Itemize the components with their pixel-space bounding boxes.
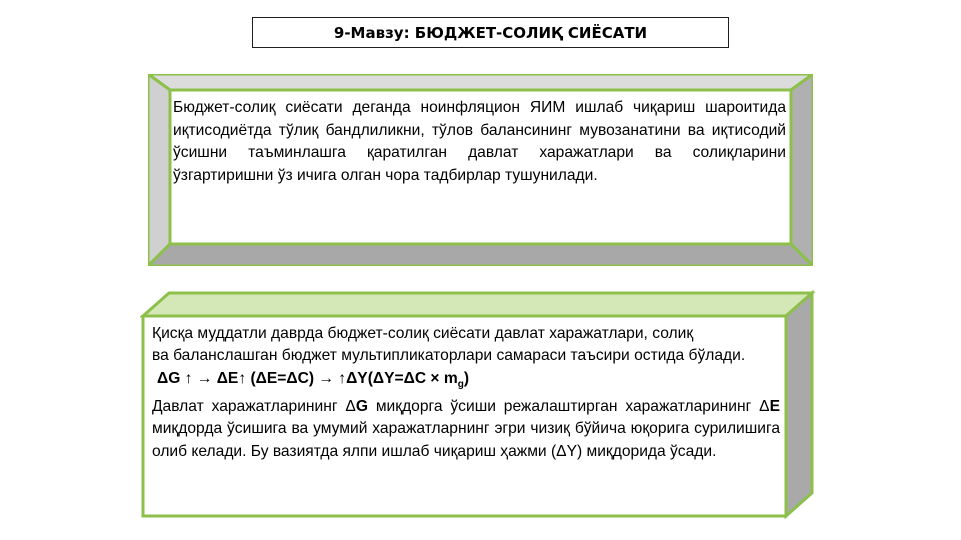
paragraph-line: ва баланслашган бюджет мультипликаторлари самараси таъсири остида бўлади.	[152, 347, 746, 365]
slide-title: 9-Мавзу: БЮДЖЕТ-СОЛИҚ СИЁСАТИ	[252, 17, 729, 48]
symbol-g: G	[355, 398, 368, 415]
text-run: миқдорда ўсишига ва умумий харажатларнинг эгри чизиқ бўйича юқорига сурилишига олиб келади. Бу вазиятда ялпи ишлаб чиқариш ҳажми (ΔY) миқдорида ўсади.	[152, 420, 780, 460]
definition-text: Бюджет-солиқ сиёсати деганда ноинфляцион ЯИМ ишлаб чиқариш шароитида иқтисодиётда тўлиқ бандлиликни, тўлов балансининг мувозанатини ва иқтисодий ўсишни таъминлашга қаратилган давлат харажатлари ва солиқларини ўзгартиришни ўз ичига олган чора тадбирлар тушунилади.	[173, 99, 786, 185]
formula-subscript: g	[457, 378, 464, 390]
formula	[152, 368, 780, 396]
formula-text: ΔG ↑ → ΔE↑ (ΔE=ΔC) → ↑ΔY(ΔY=ΔC × m	[157, 369, 458, 387]
text-run: миқдорга ўсиши режалаштирган харажатларининг Δ	[367, 398, 770, 415]
explanation-paragraph	[152, 396, 780, 463]
symbol-e: E	[769, 398, 780, 415]
text-run: Давлат харажатларининг Δ	[152, 398, 356, 415]
paragraph-line: Қисқа муддатли даврда бюджет-солиқ сиёсати давлат харажатлари, солиқ	[152, 325, 694, 342]
formula-close: )	[463, 369, 470, 387]
multiplier-text	[152, 323, 780, 463]
